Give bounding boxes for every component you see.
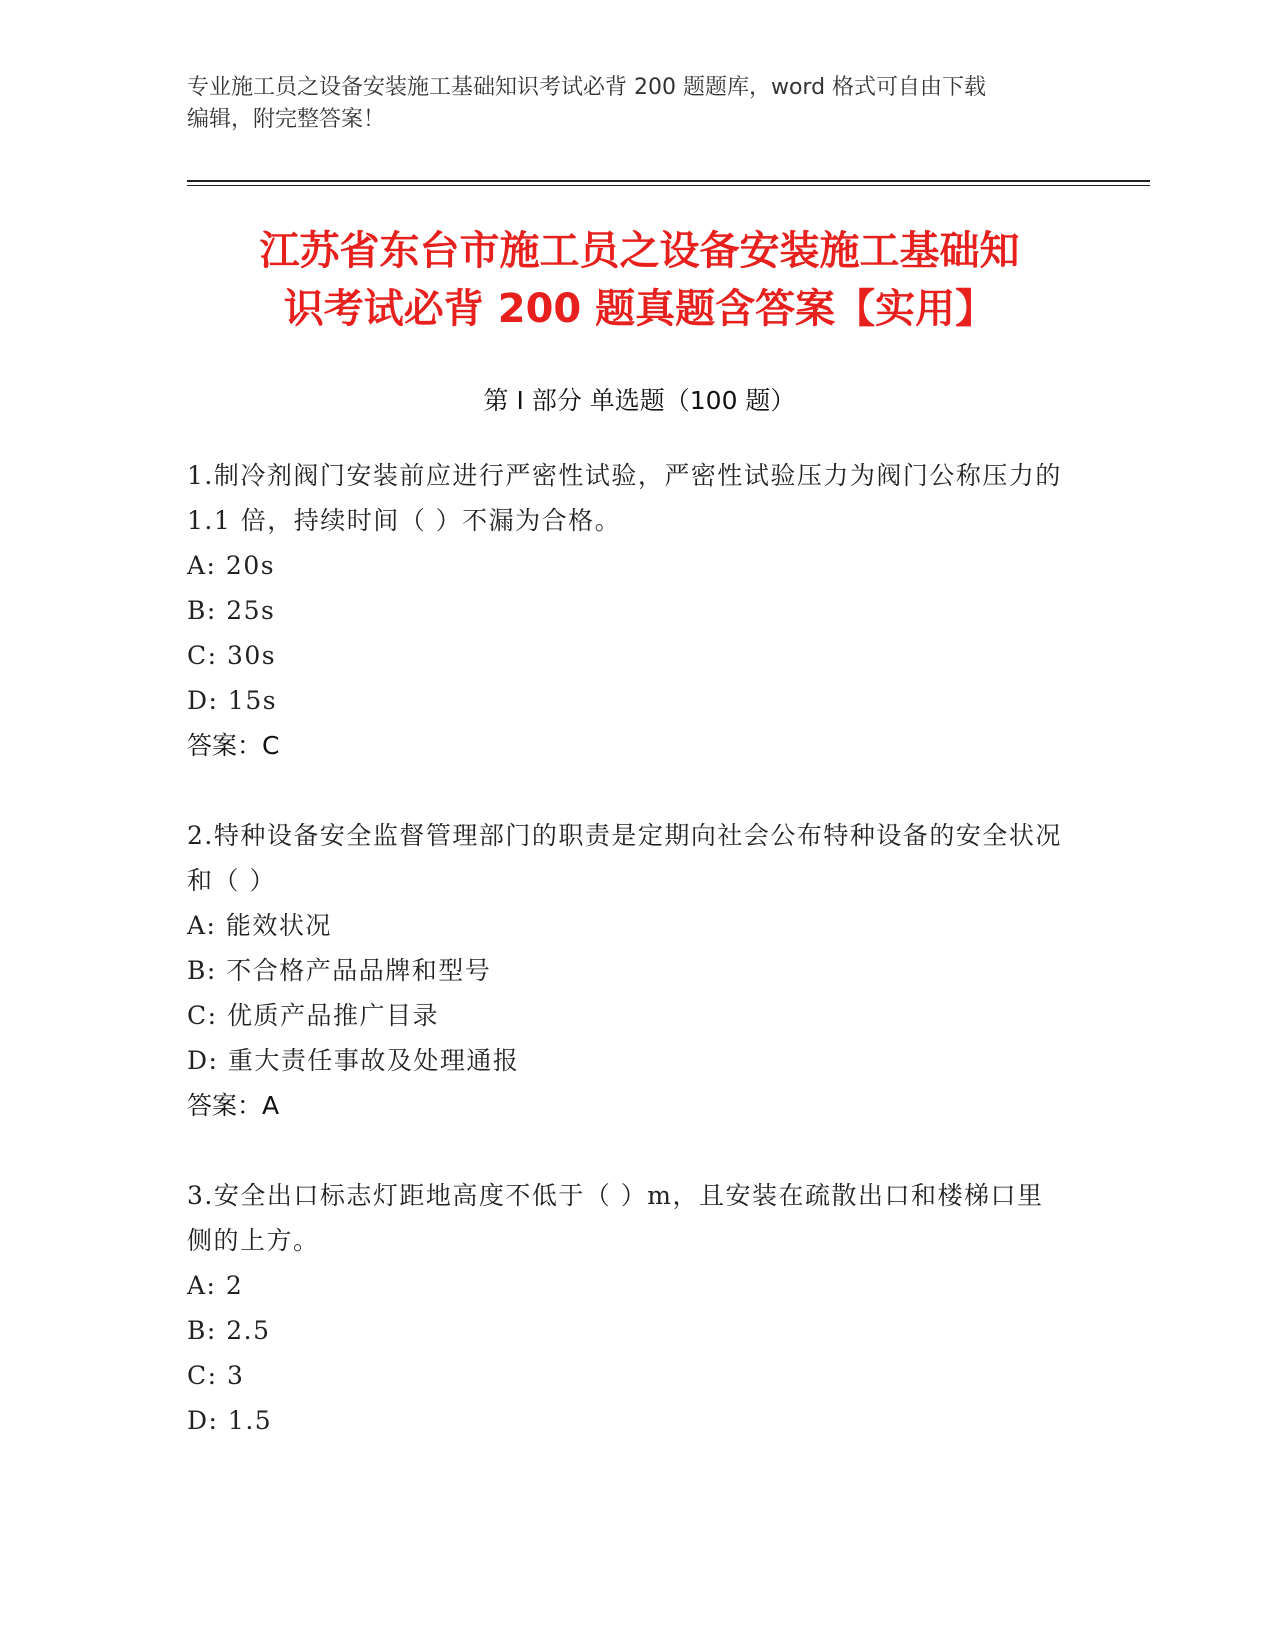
option-a: A: 2	[187, 1271, 244, 1300]
option-c: C: 30s	[187, 641, 277, 670]
question-stem: 2.特种设备安全监督管理部门的职责是定期向社会公布特种设备的安全状况和（ ）	[187, 821, 1062, 895]
option-c: C: 3	[187, 1361, 245, 1390]
option-c: C: 优质产品推广目录	[187, 1001, 439, 1030]
answer-label: 答案：A	[187, 1091, 280, 1120]
document-title-line1: 江苏省东台市施工员之设备安装施工基础知	[259, 228, 1020, 274]
option-a: A: 20s	[187, 551, 276, 580]
question-1	[187, 453, 1067, 768]
header-divider-thin	[187, 185, 1150, 186]
option-a: A: 能效状况	[187, 911, 332, 940]
option-d: D: 重大责任事故及处理通报	[187, 1046, 520, 1075]
header-note	[187, 72, 1087, 136]
answer-label: 答案：C	[187, 731, 280, 760]
question-2	[187, 813, 1067, 1128]
option-b: B: 25s	[187, 596, 276, 625]
section-heading: 第 I 部分 单选题（100 题）	[483, 386, 796, 415]
option-d: D: 15s	[187, 686, 278, 715]
option-b: B: 2.5	[187, 1316, 271, 1345]
header-divider-thick	[187, 180, 1150, 182]
header-note-line2: 编辑，附完整答案！	[187, 107, 386, 132]
question-stem: 1.制冷剂阀门安装前应进行严密性试验，严密性试验压力为阀门公称压力的 1.1 倍，持续时间（ ）不漏为合格。	[187, 461, 1062, 535]
option-d: D: 1.5	[187, 1406, 273, 1435]
option-b: B: 不合格产品品牌和型号	[187, 956, 492, 985]
document-title	[187, 222, 1092, 338]
document-title-line2: 识考试必背 200 题真题含答案【实用】	[283, 286, 996, 332]
header-note-line1: 专业施工员之设备安装施工基础知识考试必背 200 题题库，word 格式可自由下载	[187, 75, 987, 100]
question-stem: 3.安全出口标志灯距地高度不低于（ ）m，且安装在疏散出口和楼梯口里侧的上方。	[187, 1181, 1044, 1255]
question-3	[187, 1173, 1067, 1443]
